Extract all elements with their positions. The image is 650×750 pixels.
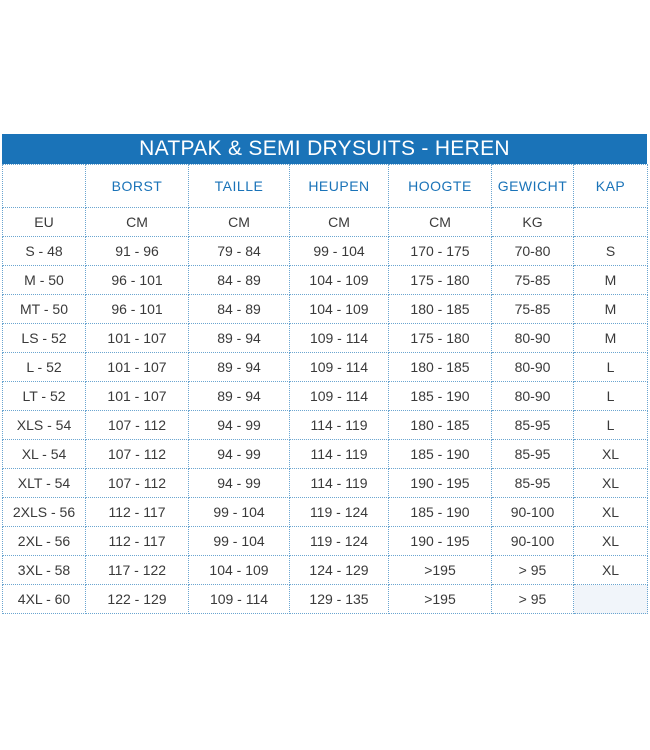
table-row-taille-cell: 94 - 99 bbox=[189, 469, 290, 498]
table-row-heupen-cell: 104 - 109 bbox=[290, 295, 389, 324]
table-row-gewicht-cell: 85-95 bbox=[492, 440, 574, 469]
table-row-borst-cell: 96 - 101 bbox=[86, 266, 189, 295]
table-row bbox=[3, 237, 648, 266]
table-row-taille-cell: 99 - 104 bbox=[189, 527, 290, 556]
table-row-heupen-cell: 109 - 114 bbox=[290, 353, 389, 382]
table-row-taille-cell: 94 - 99 bbox=[189, 440, 290, 469]
header-row-gewicht-cell: GEWICHT bbox=[492, 165, 574, 208]
table-row-size-cell: L - 52 bbox=[3, 353, 86, 382]
table-row-heupen-cell: 129 - 135 bbox=[290, 585, 389, 614]
table-row-borst-cell: 117 - 122 bbox=[86, 556, 189, 585]
units-row-size-cell: EU bbox=[3, 208, 86, 237]
table-row-kap-cell: XL bbox=[574, 527, 648, 556]
units-row bbox=[3, 208, 648, 237]
header-row-taille-cell: TAILLE bbox=[189, 165, 290, 208]
units-row-taille-cell: CM bbox=[189, 208, 290, 237]
table-row-kap-cell: M bbox=[574, 295, 648, 324]
header-row-heupen-cell: HEUPEN bbox=[290, 165, 389, 208]
table-row-kap-cell: M bbox=[574, 266, 648, 295]
table-row-hoogte-cell: 180 - 185 bbox=[389, 411, 492, 440]
chart-title: NATPAK & SEMI DRYSUITS - HEREN bbox=[2, 134, 647, 164]
table-row-borst-cell: 112 - 117 bbox=[86, 527, 189, 556]
table-row-taille-cell: 79 - 84 bbox=[189, 237, 290, 266]
table-row-heupen-cell: 99 - 104 bbox=[290, 237, 389, 266]
table-row-heupen-cell: 114 - 119 bbox=[290, 440, 389, 469]
table-row-borst-cell: 112 - 117 bbox=[86, 498, 189, 527]
size-table bbox=[2, 164, 648, 614]
header-row-hoogte-cell: HOOGTE bbox=[389, 165, 492, 208]
table-row-borst-cell: 91 - 96 bbox=[86, 237, 189, 266]
table-row-gewicht-cell: 80-90 bbox=[492, 324, 574, 353]
table-row-gewicht-cell: > 95 bbox=[492, 556, 574, 585]
table-row-taille-cell: 89 - 94 bbox=[189, 382, 290, 411]
table-row-kap-cell: XL bbox=[574, 498, 648, 527]
table-row-taille-cell: 99 - 104 bbox=[189, 498, 290, 527]
table-row-size-cell: 2XL - 56 bbox=[3, 527, 86, 556]
units-row-heupen-cell: CM bbox=[290, 208, 389, 237]
table-row-heupen-cell: 124 - 129 bbox=[290, 556, 389, 585]
table-row-size-cell: 4XL - 60 bbox=[3, 585, 86, 614]
table-row-size-cell: XLT - 54 bbox=[3, 469, 86, 498]
table-row-hoogte-cell: 175 - 180 bbox=[389, 324, 492, 353]
table-row-kap-cell bbox=[574, 585, 648, 614]
table-row-kap-cell: L bbox=[574, 382, 648, 411]
table-row-hoogte-cell: >195 bbox=[389, 585, 492, 614]
header-row-size-cell bbox=[3, 165, 86, 208]
table-row-hoogte-cell: >195 bbox=[389, 556, 492, 585]
table-row-size-cell: LT - 52 bbox=[3, 382, 86, 411]
table-row-gewicht-cell: 85-95 bbox=[492, 469, 574, 498]
table-row bbox=[3, 498, 648, 527]
table-row-borst-cell: 101 - 107 bbox=[86, 382, 189, 411]
table-row-kap-cell: L bbox=[574, 411, 648, 440]
table-row bbox=[3, 295, 648, 324]
table-row-size-cell: 3XL - 58 bbox=[3, 556, 86, 585]
table-row-heupen-cell: 109 - 114 bbox=[290, 382, 389, 411]
table-row-borst-cell: 96 - 101 bbox=[86, 295, 189, 324]
table-row-heupen-cell: 119 - 124 bbox=[290, 527, 389, 556]
table-row-heupen-cell: 119 - 124 bbox=[290, 498, 389, 527]
table-row-kap-cell: M bbox=[574, 324, 648, 353]
table-row-hoogte-cell: 185 - 190 bbox=[389, 382, 492, 411]
table-row-gewicht-cell: 90-100 bbox=[492, 498, 574, 527]
table-row-size-cell: 2XLS - 56 bbox=[3, 498, 86, 527]
table-row-gewicht-cell: 70-80 bbox=[492, 237, 574, 266]
table-row bbox=[3, 527, 648, 556]
table-row-heupen-cell: 114 - 119 bbox=[290, 469, 389, 498]
header-row-borst-cell: BORST bbox=[86, 165, 189, 208]
table-row-size-cell: XL - 54 bbox=[3, 440, 86, 469]
table-row-hoogte-cell: 185 - 190 bbox=[389, 498, 492, 527]
table-row-borst-cell: 107 - 112 bbox=[86, 440, 189, 469]
table-row-gewicht-cell: 75-85 bbox=[492, 266, 574, 295]
table-row-size-cell: XLS - 54 bbox=[3, 411, 86, 440]
table-row-hoogte-cell: 170 - 175 bbox=[389, 237, 492, 266]
table-row-gewicht-cell: 90-100 bbox=[492, 527, 574, 556]
header-row-kap-cell: KAP bbox=[574, 165, 648, 208]
units-row-hoogte-cell: CM bbox=[389, 208, 492, 237]
table-row bbox=[3, 440, 648, 469]
table-row-taille-cell: 104 - 109 bbox=[189, 556, 290, 585]
table-row-taille-cell: 84 - 89 bbox=[189, 266, 290, 295]
table-row-gewicht-cell: > 95 bbox=[492, 585, 574, 614]
table-row-taille-cell: 94 - 99 bbox=[189, 411, 290, 440]
table-row-hoogte-cell: 185 - 190 bbox=[389, 440, 492, 469]
table-row-hoogte-cell: 180 - 185 bbox=[389, 353, 492, 382]
size-chart bbox=[2, 134, 647, 614]
table-row bbox=[3, 556, 648, 585]
size-table-body bbox=[3, 165, 648, 614]
table-row-kap-cell: XL bbox=[574, 556, 648, 585]
table-row-hoogte-cell: 190 - 195 bbox=[389, 469, 492, 498]
table-row-kap-cell: S bbox=[574, 237, 648, 266]
units-row-kap-cell bbox=[574, 208, 648, 237]
table-row bbox=[3, 411, 648, 440]
table-row-heupen-cell: 109 - 114 bbox=[290, 324, 389, 353]
table-row-kap-cell: XL bbox=[574, 440, 648, 469]
table-row-size-cell: S - 48 bbox=[3, 237, 86, 266]
table-row-gewicht-cell: 85-95 bbox=[492, 411, 574, 440]
table-row-kap-cell: XL bbox=[574, 469, 648, 498]
table-row-hoogte-cell: 190 - 195 bbox=[389, 527, 492, 556]
table-row bbox=[3, 266, 648, 295]
table-row-size-cell: M - 50 bbox=[3, 266, 86, 295]
units-row-borst-cell: CM bbox=[86, 208, 189, 237]
table-row-hoogte-cell: 175 - 180 bbox=[389, 266, 492, 295]
units-row-gewicht-cell: KG bbox=[492, 208, 574, 237]
table-row-taille-cell: 89 - 94 bbox=[189, 324, 290, 353]
header-row bbox=[3, 165, 648, 208]
table-row-gewicht-cell: 80-90 bbox=[492, 382, 574, 411]
table-row-taille-cell: 84 - 89 bbox=[189, 295, 290, 324]
table-row-hoogte-cell: 180 - 185 bbox=[389, 295, 492, 324]
table-row-borst-cell: 101 - 107 bbox=[86, 353, 189, 382]
table-row-size-cell: MT - 50 bbox=[3, 295, 86, 324]
table-row bbox=[3, 469, 648, 498]
table-row bbox=[3, 585, 648, 614]
table-row-borst-cell: 122 - 129 bbox=[86, 585, 189, 614]
table-row-borst-cell: 107 - 112 bbox=[86, 469, 189, 498]
table-row-heupen-cell: 104 - 109 bbox=[290, 266, 389, 295]
table-row-taille-cell: 109 - 114 bbox=[189, 585, 290, 614]
table-row-heupen-cell: 114 - 119 bbox=[290, 411, 389, 440]
table-row-gewicht-cell: 80-90 bbox=[492, 353, 574, 382]
table-row-gewicht-cell: 75-85 bbox=[492, 295, 574, 324]
table-row-borst-cell: 107 - 112 bbox=[86, 411, 189, 440]
table-row-kap-cell: L bbox=[574, 353, 648, 382]
table-row bbox=[3, 324, 648, 353]
table-row bbox=[3, 382, 648, 411]
table-row-borst-cell: 101 - 107 bbox=[86, 324, 189, 353]
table-row-taille-cell: 89 - 94 bbox=[189, 353, 290, 382]
table-row-size-cell: LS - 52 bbox=[3, 324, 86, 353]
table-row bbox=[3, 353, 648, 382]
